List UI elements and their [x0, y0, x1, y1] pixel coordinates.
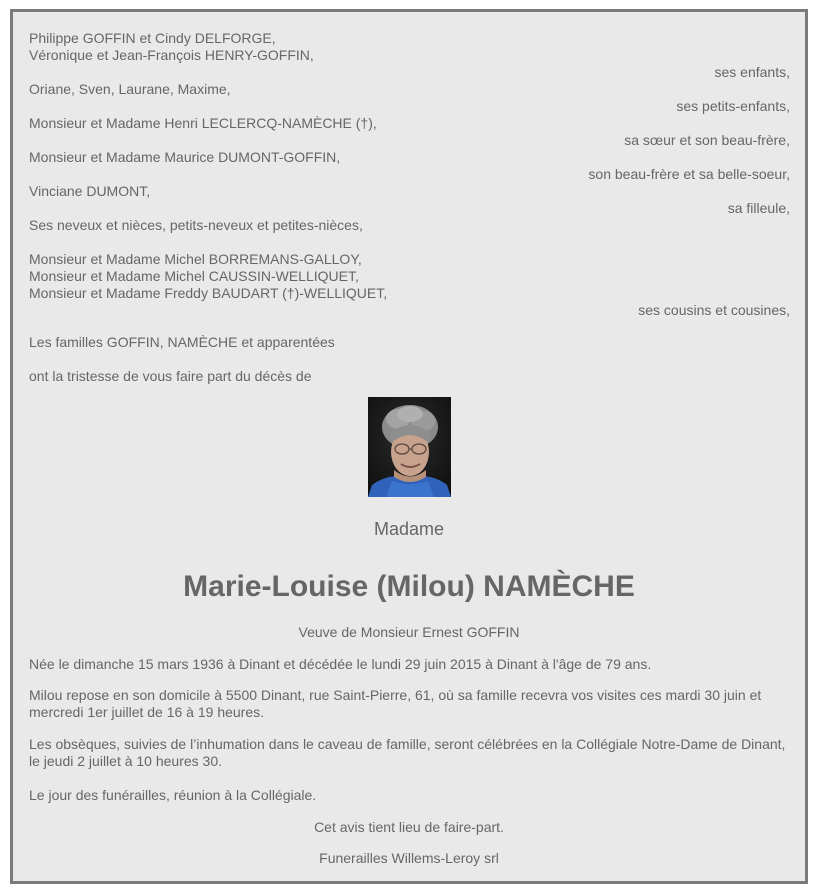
notice-text: Cet avis tient lieu de faire-part.	[314, 819, 504, 835]
visitation-text: Milou repose en son domicile à 5500 Dinant, rue Saint-Pierre, 61, où sa famille recevra vos visites ces mardi 30 juin et mercredi 1er juillet de 16 à 19 heures.	[29, 687, 762, 720]
cousins-role: ses cousins et cousines,	[638, 302, 790, 318]
brother-in-law: Monsieur et Madame Maurice DUMONT-GOFFIN,	[29, 149, 341, 165]
cousin-1: Monsieur et Madame Michel BORREMANS-GALLOY,	[29, 251, 362, 267]
portrait-photo	[368, 397, 451, 497]
sister-role: sa sœur et son beau-frère,	[624, 132, 790, 148]
deceased-name: Marie-Louise (Milou) NAMÈCHE	[183, 570, 635, 603]
brother-in-law-role: son beau-frère et sa belle-soeur,	[588, 166, 790, 182]
obituary-notice	[10, 9, 808, 884]
family-children-line-1: Philippe GOFFIN et Cindy DELFORGE,	[29, 30, 276, 46]
cousin-2: Monsieur et Madame Michel CAUSSIN-WELLIQUET,	[29, 268, 359, 284]
widow-of: Veuve de Monsieur Ernest GOFFIN	[298, 624, 520, 640]
funeral-text: Les obsèques, suivies de l’inhumation dans le caveau de famille, seront célébrées en la Collégiale Notre-Dame de Dinant, le jeudi 2 juillet à 10 heures 30.	[29, 736, 786, 769]
goddaughter-role: sa filleule,	[727, 200, 790, 216]
cousin-3: Monsieur et Madame Freddy BAUDART (†)-WELLIQUET,	[29, 285, 388, 301]
birth-death-text: Née le dimanche 15 mars 1936 à Dinant et décédée le lundi 29 juin 2015 à Dinant à l'âge de 79 ans.	[29, 656, 652, 672]
reunion-text: Le jour des funérailles, réunion à la Collégiale.	[29, 787, 317, 803]
family-children-line-2: Véronique et Jean-François HENRY-GOFFIN,	[29, 47, 314, 63]
honorific: Madame	[373, 519, 445, 539]
grandchildren: Oriane, Sven, Laurane, Maxime,	[29, 81, 231, 97]
families-line: Les familles GOFFIN, NAMÈCHE et apparentées	[29, 334, 335, 350]
nephews-nieces: Ses neveux et nièces, petits-neveux et petites-nièces,	[29, 217, 363, 233]
children-role: ses enfants,	[714, 64, 790, 80]
goddaughter: Vinciane DUMONT,	[29, 183, 151, 199]
announcement-line: ont la tristesse de vous faire part du décès de	[29, 368, 312, 384]
grandchildren-role: ses petits-enfants,	[676, 98, 790, 114]
funeral-home: Funerailles Willems-Leroy srl	[319, 850, 499, 866]
sister: Monsieur et Madame Henri LECLERCQ-NAMÈCHE (†),	[29, 115, 377, 131]
